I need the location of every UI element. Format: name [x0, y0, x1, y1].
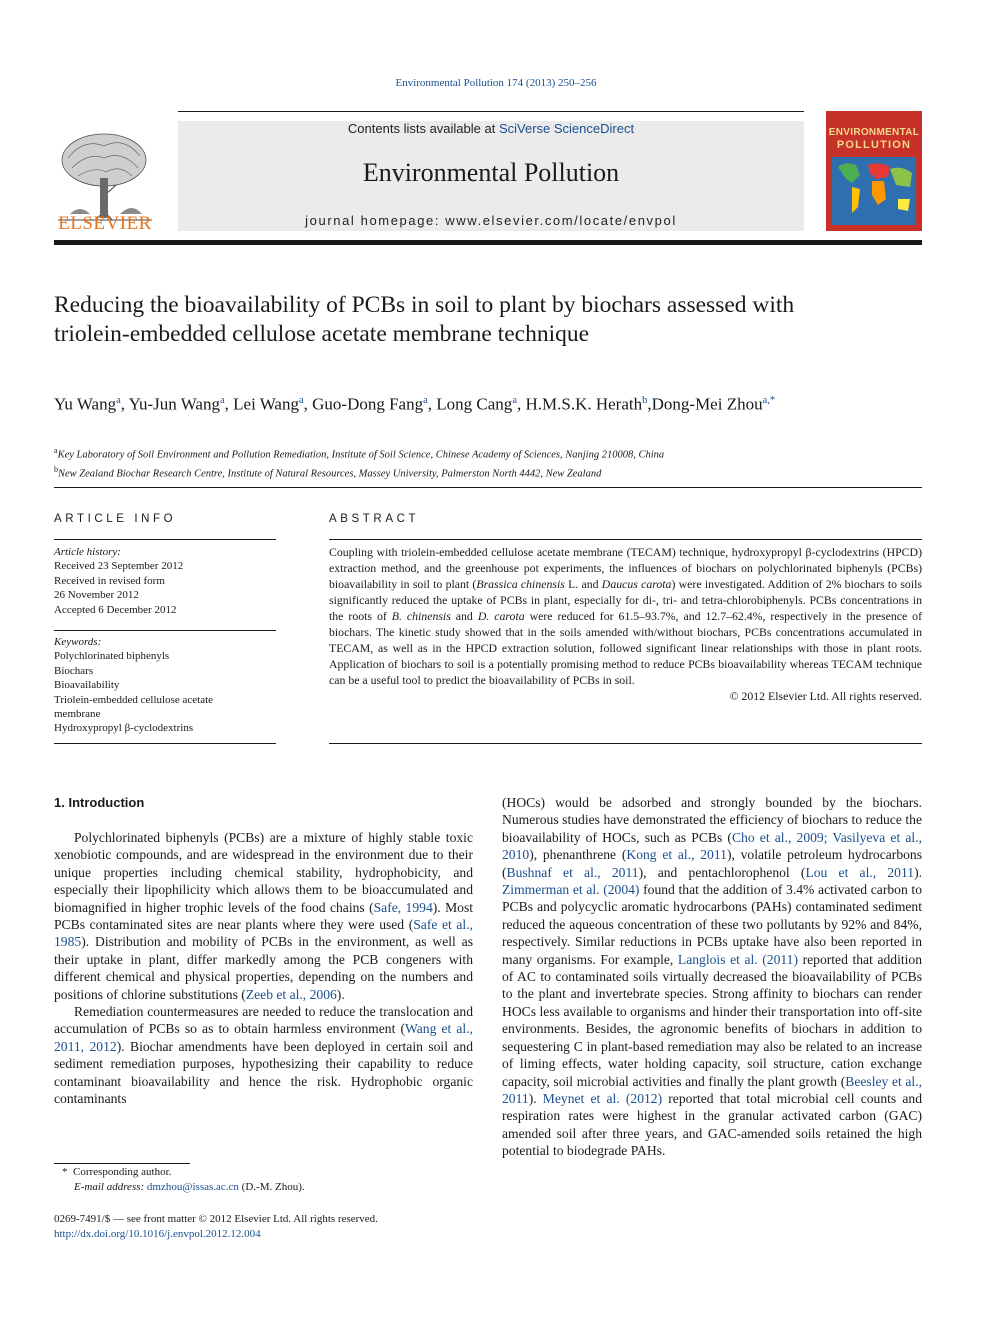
- keyword: membrane: [54, 708, 101, 721]
- abstract-body: [329, 544, 922, 688]
- species-name: B. chinensis: [391, 609, 451, 623]
- email-suffix: (D.-M. Zhou).: [238, 1181, 305, 1193]
- intro-paragraph-3: [502, 794, 922, 1160]
- citation-link[interactable]: Kong et al., 2011: [626, 847, 727, 863]
- article-info-heading: ARTICLE INFO: [54, 513, 177, 525]
- text-run: Polychlorinated biphenyls (PCBs) are a mixture of highly stable toxic xenobiotic compounds, and are widespread in the environment due to their unique properties including chemical stability, hydrophobicity, and especially their lipophilicity which allows them to be bioaccumulated and biomagnified in higher trophic levels of the food chains (: [54, 830, 473, 915]
- citation-link[interactable]: Cho et al., 2009; Vasilyeva et al., 2010: [502, 829, 922, 863]
- text-run: ). Biochar amendments have been deployed in certain soil and sediment remediation purposes, hypothesizing their capability to reduce contaminant bioavailability and hence the risk. Hydrophobic organic contaminants: [54, 1038, 474, 1107]
- header-thick-rule: [54, 240, 922, 245]
- author-name: Lei Wang: [233, 394, 299, 414]
- article-history: [54, 545, 276, 617]
- page-footer: [54, 1212, 554, 1242]
- citation-link[interactable]: Lou et al., 2011: [805, 864, 915, 880]
- species-name: Brassica chinensis: [476, 577, 565, 591]
- citation-link[interactable]: Zeeb et al., 2006: [245, 986, 337, 1002]
- affiliation-text: Key Laboratory of Soil Environment and Pollution Remediation, Institute of Soil Science, Chinese Academy of Sciences, Nanjing 210008, China: [57, 449, 665, 461]
- masthead: [178, 121, 804, 231]
- email-line: [54, 1180, 494, 1195]
- text-run: were reduced for 61.5–93.7%, and 12.7–62.4%, respectively in the presence of biochars. The kinetic study showed that in the soils amended with/without biochars, PCBs concentrations accumulated in TECAM, as well as in the HPCD extraction solution, followed significant linear relationships with those in plant roots. Application of biochars to soil is a potentially promising method to reduce PCBs bioavailability whereas TECAM technique can be a useful tool to predict the bioavailability of PCBs in soil.: [329, 609, 923, 687]
- affiliation-mark: b: [54, 464, 58, 474]
- article-info-end-rule: [54, 743, 276, 744]
- email-label: E-mail address:: [74, 1181, 147, 1193]
- keyword: Triolein-embedded cellulose acetate: [54, 693, 214, 706]
- keyword: Bioavailability: [54, 679, 120, 692]
- abstract-end-rule: [329, 743, 922, 744]
- text-run: ).: [528, 1090, 543, 1106]
- author-name: Yu-Jun Wang: [128, 394, 220, 414]
- affiliation: [54, 444, 922, 463]
- text-run: Remediation countermeasures are needed to reduce the translocation and accumulation of PCBs so as to obtain harmless environment (: [54, 1004, 473, 1037]
- author-separator: ,: [516, 394, 526, 414]
- author-separator: ,: [120, 394, 129, 414]
- author-affiliation-mark[interactable]: a,*: [762, 395, 776, 406]
- cover-title-line2: POLLUTION: [836, 139, 912, 151]
- keywords-label: Keywords:: [54, 636, 102, 648]
- journal-cover: [826, 111, 922, 231]
- cover-title-line1: ENVIRONMENTAL: [828, 127, 920, 138]
- abstract-heading: ABSTRACT: [329, 513, 420, 525]
- affiliation-text: New Zealand Biochar Research Centre, Institute of Natural Resources, Massey University, Palmerston North 4442, New Zealand: [58, 468, 602, 479]
- text-run: ), phenanthrene (: [529, 847, 627, 863]
- footnote-star: *: [62, 1166, 68, 1178]
- text-run: ) were investigated. Addition of 2% biochars to soils significantly reduced the uptake of PCBs in plant, especially for di-, tri- and tetra-chlorobiphenyls. PCBs concentrations in the roots of: [329, 577, 922, 623]
- email-link[interactable]: dmzhou@issas.ac.cn: [146, 1181, 239, 1193]
- journal-title: Environmental Pollution: [362, 158, 620, 187]
- history-line: Accepted 6 December 2012: [54, 603, 177, 616]
- author-separator: ,: [647, 394, 652, 414]
- text-run: ). Distribution and mobility of PCBs in the environment, as well as their uptake in plant, differ markedly among the PCB congeners with different chemical and physical properties, depending on the numbers and positions of chlorine substitutions (: [54, 934, 473, 1002]
- corresponding-label: Corresponding author.: [73, 1166, 172, 1178]
- keywords: [54, 635, 276, 736]
- author-name: Guo-Dong Fang: [312, 394, 424, 414]
- keyword: Polychlorinated biphenyls: [54, 650, 170, 663]
- text-run: ). Most PCBs contaminated sites are near plants where they were used (: [54, 899, 474, 933]
- citation-link[interactable]: Zimmerman et al. (2004): [502, 882, 640, 898]
- text-run: and: [450, 609, 478, 623]
- keyword: Hydroxypropyl β-cyclodextrins: [54, 722, 194, 735]
- text-run: ), volatile petroleum hydrocarbons (: [502, 847, 923, 880]
- author-name: Long Cang: [436, 394, 513, 414]
- paper-title: Reducing the bioavailability of PCBs in soil to plant by biochars assessed with triolein-embedded cellulose acetate membrane technique: [54, 292, 795, 347]
- author-affiliation-mark[interactable]: b: [642, 395, 648, 406]
- footnote: [54, 1165, 494, 1195]
- author-affiliation-mark[interactable]: a: [423, 395, 428, 406]
- world-map-graphic: [832, 157, 916, 225]
- contents-prefix: Contents lists available at: [347, 121, 499, 136]
- introduction-heading: 1. Introduction: [54, 795, 145, 810]
- abstract: [329, 544, 922, 704]
- body-column-left: [54, 829, 473, 1108]
- citation-link[interactable]: Bushnaf et al., 2011: [506, 864, 639, 880]
- doi-link[interactable]: http://dx.doi.org/10.1016/j.envpol.2012.12.004: [54, 1228, 261, 1240]
- intro-paragraph-2: [54, 1003, 473, 1107]
- text-run: ).: [914, 864, 922, 880]
- history-label: Article history:: [54, 546, 121, 558]
- corresponding-author-note: [54, 1165, 494, 1180]
- article-info-rule: [54, 539, 276, 540]
- history-line: Received 23 September 2012: [54, 560, 184, 573]
- author-name: H.M.S.K. Herath: [525, 394, 643, 414]
- author-separator: ,: [303, 394, 313, 414]
- citation-link[interactable]: Langlois et al. (2011): [677, 951, 799, 967]
- footnote-rule: [54, 1163, 190, 1164]
- author-name: Dong-Mei Zhou: [651, 394, 763, 414]
- abstract-rule: [329, 539, 922, 540]
- author-separator: ,: [427, 394, 437, 414]
- citation-link[interactable]: Beesley et al., 2011: [502, 1073, 923, 1106]
- species-name: Daucus carota: [601, 577, 672, 591]
- body-column-right: [502, 794, 922, 1160]
- abstract-copyright: © 2012 Elsevier Ltd. All rights reserved.: [729, 689, 922, 703]
- citation-link[interactable]: Safe et al., 1985: [54, 917, 473, 950]
- elsevier-wordmark: ELSEVIER: [58, 213, 152, 234]
- author-affiliation-mark[interactable]: a: [512, 395, 517, 406]
- affiliation: [54, 463, 922, 482]
- citation-link[interactable]: Wang et al., 2011, 2012: [54, 1021, 473, 1054]
- text-run: reported that total microbial cell counts and respiration rates were highest in the granular activated carbon (GAC) amended soil after three years, and GAC-amended soils retained the high potential to biodegrade PAHs.: [502, 1090, 923, 1159]
- author-affiliation-mark[interactable]: a: [219, 395, 225, 406]
- citation-link[interactable]: Meynet et al. (2012): [542, 1090, 663, 1106]
- journal-citation[interactable]: Environmental Pollution 174 (2013) 250–256: [395, 77, 597, 89]
- top-rule: [178, 111, 804, 112]
- author-name: Yu Wang: [54, 394, 117, 414]
- affiliation-rule: [54, 487, 922, 488]
- intro-paragraph-1: [54, 829, 473, 1003]
- affiliation-mark: a: [54, 446, 58, 455]
- text-run: L. and: [564, 577, 602, 591]
- journal-homepage[interactable]: journal homepage: www.elsevier.com/locate/envpol: [305, 213, 677, 228]
- contents-line: [178, 121, 804, 136]
- author-separator: ,: [224, 394, 234, 414]
- affiliations: [54, 444, 922, 481]
- history-line: Received in revised form: [54, 574, 165, 587]
- text-run: reported that addition of AC to contaminated soils virtually decreased the bioavailability of PCBs to the plant and invertebrate species. Strong affinity to biochars can render HOCs less available to organisms and hinder their transportation into off-site environments. Besides, the agronomic benefits of biochars in addition to sequestering C in plant-based remediation may also be related to an increase of liming effects, water holding capacity, soil structure, cation exchange capacity, soil microbial activities and finally the plant growth (: [502, 951, 922, 1089]
- text-run: ), and pentachlorophenol (: [638, 864, 806, 880]
- citation-link[interactable]: Safe, 1994: [373, 899, 433, 915]
- sciencedirect-link[interactable]: SciVerse ScienceDirect: [498, 121, 635, 136]
- keywords-rule: [54, 630, 276, 631]
- keyword: Biochars: [54, 664, 94, 677]
- species-name: D. carota: [477, 609, 525, 623]
- text-run: ).: [336, 986, 345, 1002]
- author-affiliation-mark[interactable]: a: [298, 395, 304, 406]
- text-run: Coupling with triolein-embedded cellulose acetate membrane (TECAM) technique, hydroxypropyl β-cyclodextrins (HPCD) extraction method, and the greenhouse pot experiments, the influences of biochars on polychlorinated biphenyls (PCBs) bioavailability in soil to plant (: [329, 545, 922, 591]
- history-line: 26 November 2012: [54, 589, 139, 602]
- author-affiliation-mark[interactable]: a: [116, 395, 121, 406]
- text-run: found that the addition of 3.4% activated carbon to PCBs and polycyclic aromatic hydrocarbons (PAHs) contaminated sediment reduced the aqueous concentration of these two pollutants by 92% and 84%, respectively. Similar reductions in PCBs uptake have also been reported in many organisms. For example,: [502, 882, 922, 967]
- text-run: (HOCs) would be adsorbed and strongly bounded by the biochars. Numerous studies have demonstrated the efficiency of biochars to reduce the bioavailability of HOCs, such as PCBs (: [502, 795, 922, 845]
- issn-line: 0269-7491/$ — see front matter © 2012 Elsevier Ltd. All rights reserved.: [54, 1213, 378, 1225]
- author-list: [54, 390, 844, 416]
